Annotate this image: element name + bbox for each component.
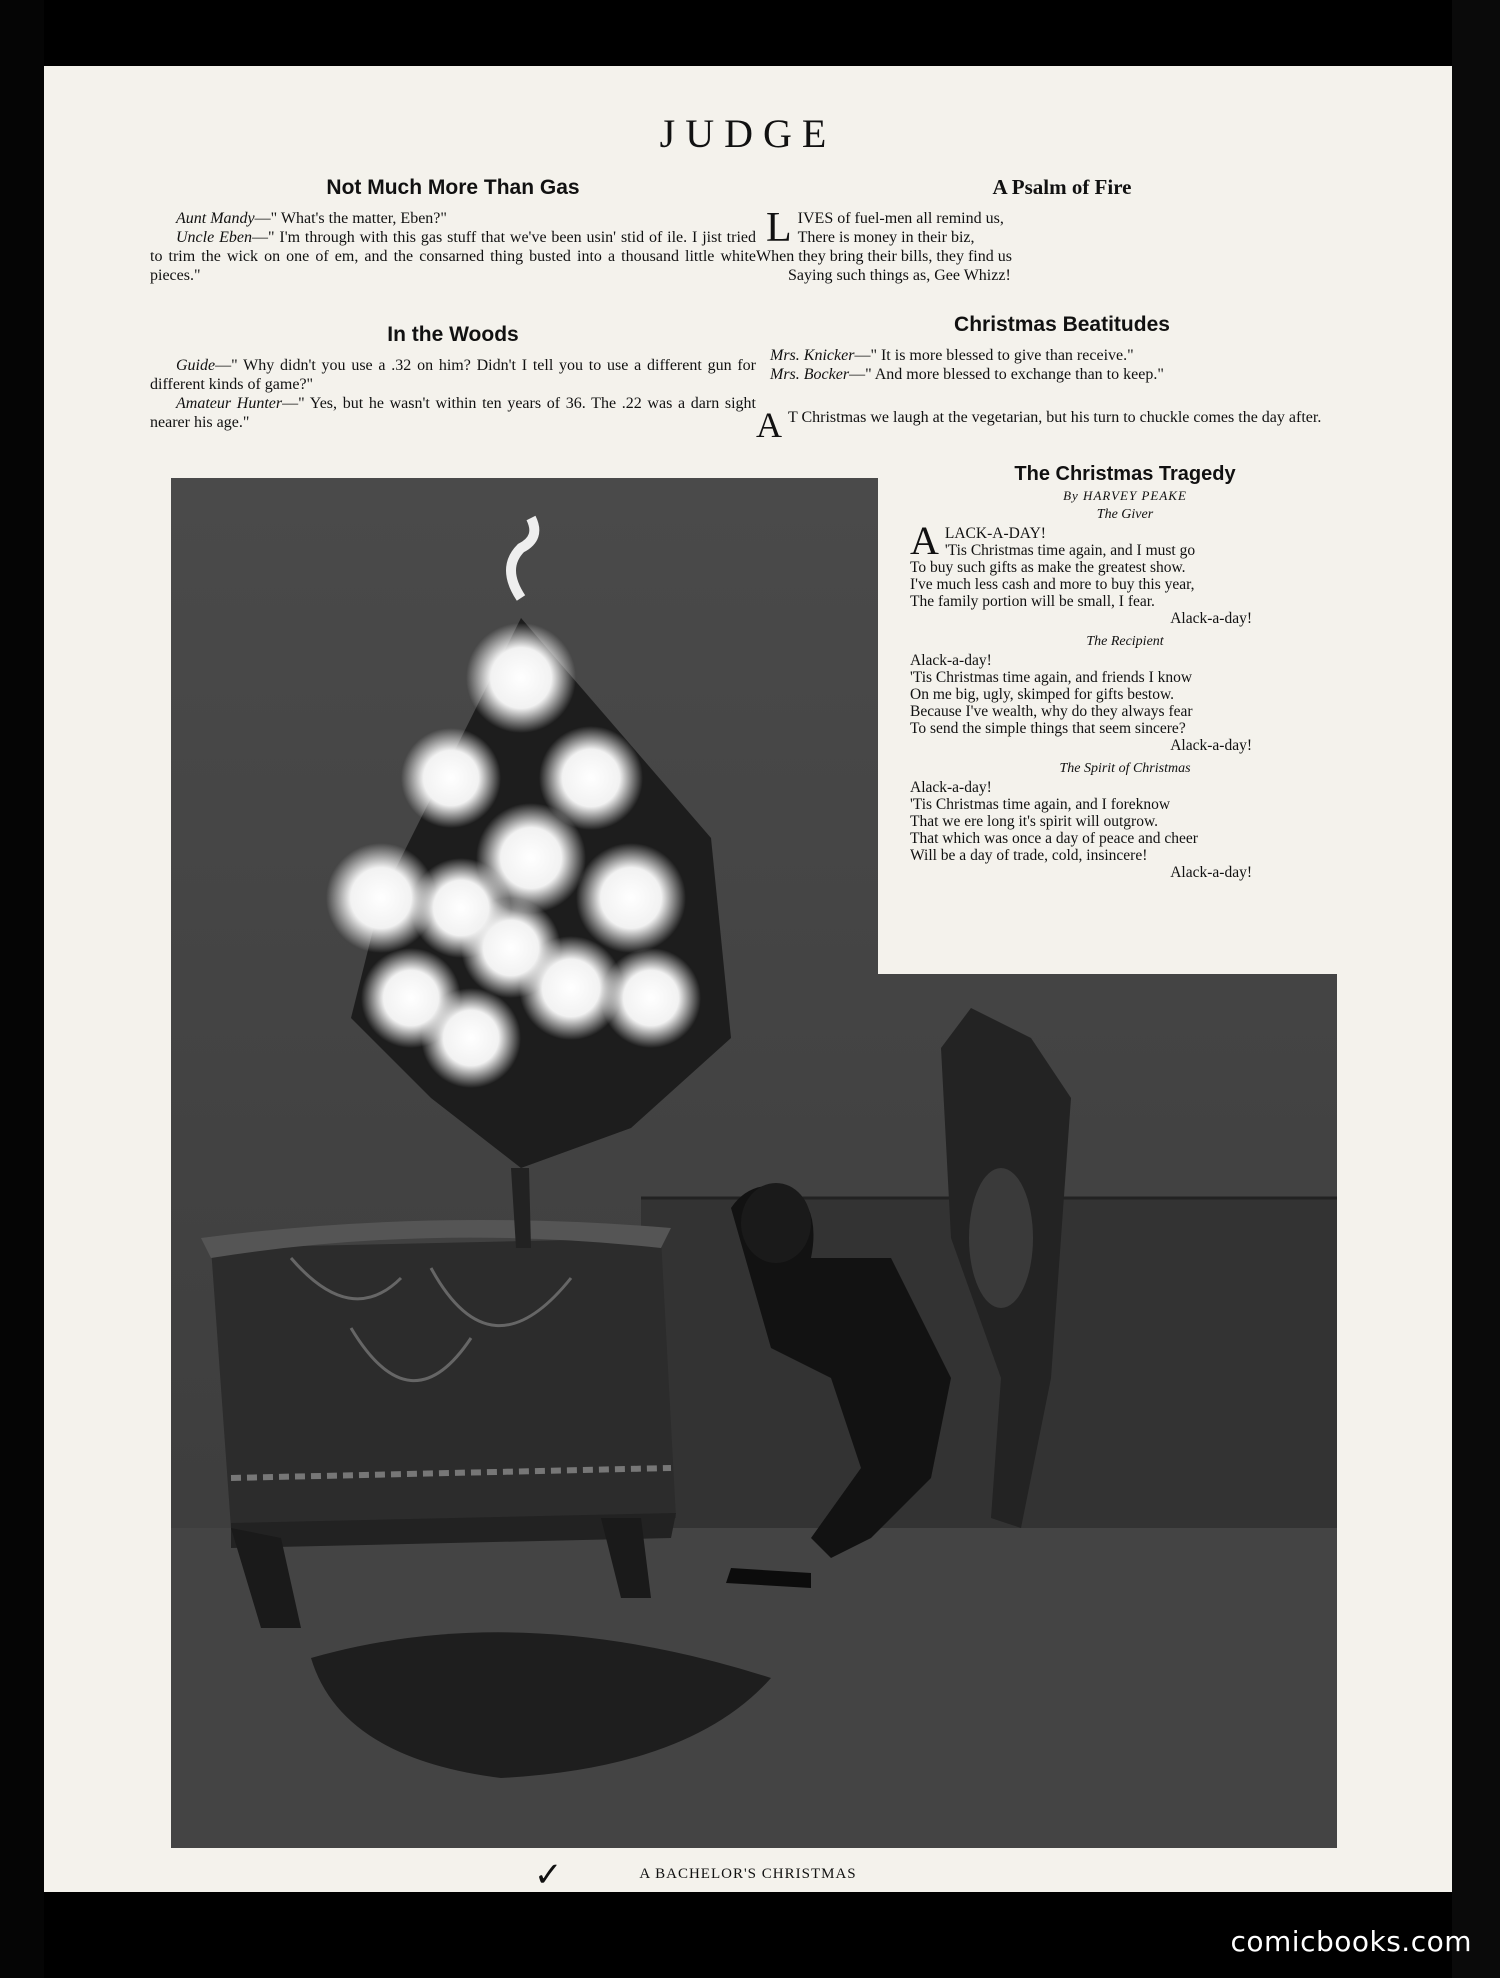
tragedy-line: Will be a day of trade, cold, insincere! — [910, 847, 1148, 864]
woods-title: In the Woods — [387, 323, 519, 346]
gas-line-2: —" I'm through with this gas stuff that we've been usin' stid of ile. I jist tried to trim the wick on one of em, and the consarned thing busted into a thousand little white pieces." — [150, 229, 757, 284]
left-column — [150, 172, 756, 432]
tragedy-line: LACK-A-DAY! — [944, 525, 1046, 542]
magazine-page — [44, 66, 1452, 1892]
tragedy-dropcap: A — [910, 518, 939, 563]
beatitudes-speaker-2: Mrs. Bocker — [770, 366, 850, 383]
tragedy-line: 'Tis Christmas time again, and I foreknow — [910, 796, 1171, 813]
beatitudes-title: Christmas Beatitudes — [954, 313, 1170, 336]
beatitudes-speaker-1: Mrs. Knicker — [770, 347, 855, 364]
vegetarian-dropcap: A — [756, 405, 782, 445]
gas-para-1 — [150, 209, 756, 228]
checkmark-icon: ✓ — [534, 1857, 563, 1892]
right-column — [756, 172, 1368, 445]
woods-para-2 — [150, 394, 756, 432]
tragedy-line: To send the simple things that seem sincere? — [910, 720, 1186, 737]
tragedy-stanza-giver — [910, 518, 1340, 627]
tragedy-line: I've much less cash and more to buy this year, — [910, 576, 1195, 593]
tragedy-line: Alack-a-day! — [910, 652, 992, 669]
scan-border-left — [0, 0, 44, 1978]
psalm-line: Saying such things as, Gee Whizz! — [788, 267, 1011, 284]
gas-speaker-1: Aunt Mandy — [176, 210, 255, 227]
source-watermark: comicbooks.com — [1230, 1925, 1472, 1958]
gas-para-2 — [150, 228, 756, 285]
tragedy-refrain: Alack-a-day! — [1170, 737, 1252, 754]
psalm-verse — [756, 205, 1368, 285]
vegetarian-para — [756, 405, 1368, 445]
christmas-tragedy-box — [878, 444, 1378, 974]
beatitudes-line-1: —" It is more blessed to give than receive." — [854, 347, 1134, 364]
tragedy-line: To buy such gifts as make the greatest show. — [910, 559, 1186, 576]
tragedy-stanza-spirit — [910, 779, 1340, 881]
gas-line-1: —" What's the matter, Eben?" — [254, 210, 447, 227]
tragedy-subtitle-giver: The Giver — [1096, 507, 1154, 522]
tragedy-subtitle-recipient: The Recipient — [1086, 634, 1164, 649]
masthead: JUDGE — [659, 111, 837, 156]
woods-line-2: —" Yes, but he wasn't within ten years of 36. The .22 was a darn sight nearer his age." — [150, 395, 756, 431]
tragedy-line: Alack-a-day! — [910, 779, 992, 796]
vegetarian-text: T Christmas we laugh at the vegetarian, but his turn to chuckle comes the day after. — [788, 409, 1322, 426]
tragedy-line: 'Tis Christmas time again, and I must go — [944, 542, 1196, 559]
tragedy-refrain: Alack-a-day! — [1170, 864, 1252, 881]
woods-para-1 — [150, 356, 756, 394]
tragedy-refrain: Alack-a-day! — [1170, 610, 1252, 627]
gas-title: Not Much More Than Gas — [326, 176, 580, 199]
woods-speaker-1: Guide — [176, 357, 216, 374]
psalm-line: There is money in their biz, — [797, 229, 975, 246]
woods-line-1: —" Why didn't you use a .32 on him? Didn't I tell you to use a different gun for different kinds of game?" — [150, 357, 756, 393]
scan-border-right — [1452, 0, 1500, 1978]
gas-speaker-2: Uncle Eben — [176, 229, 252, 246]
psalm-dropcap: L — [766, 205, 792, 251]
psalm-title: A Psalm of Fire — [992, 175, 1132, 199]
tragedy-line: 'Tis Christmas time again, and friends I know — [910, 669, 1193, 686]
tragedy-title: The Christmas Tragedy — [1014, 463, 1236, 485]
woods-speaker-2: Amateur Hunter — [176, 395, 283, 412]
beatitudes-para-1 — [756, 346, 1368, 365]
tragedy-stanza-recipient — [910, 652, 1340, 754]
tragedy-line: On me big, ugly, skimped for gifts bestow. — [910, 686, 1175, 703]
tragedy-line: Because I've wealth, why do they always fear — [910, 703, 1193, 720]
tragedy-line: That we ere long it's spirit will outgrow. — [910, 813, 1159, 830]
psalm-line: IVES of fuel-men all remind us, — [797, 210, 1004, 227]
tragedy-line: That which was once a day of peace and cheer — [910, 830, 1198, 847]
beatitudes-line-2: —" And more blessed to exchange than to keep." — [849, 366, 1164, 383]
illustration-caption: A BACHELOR'S CHRISTMAS — [639, 1866, 857, 1882]
tragedy-line: The family portion will be small, I fear. — [910, 593, 1155, 610]
tragedy-byline: By HARVEY PEAKE — [1063, 488, 1187, 503]
psalm-line: When they bring their bills, they find us — [756, 248, 1012, 265]
tragedy-subtitle-spirit: The Spirit of Christmas — [1059, 761, 1191, 776]
beatitudes-para-2 — [756, 365, 1368, 384]
